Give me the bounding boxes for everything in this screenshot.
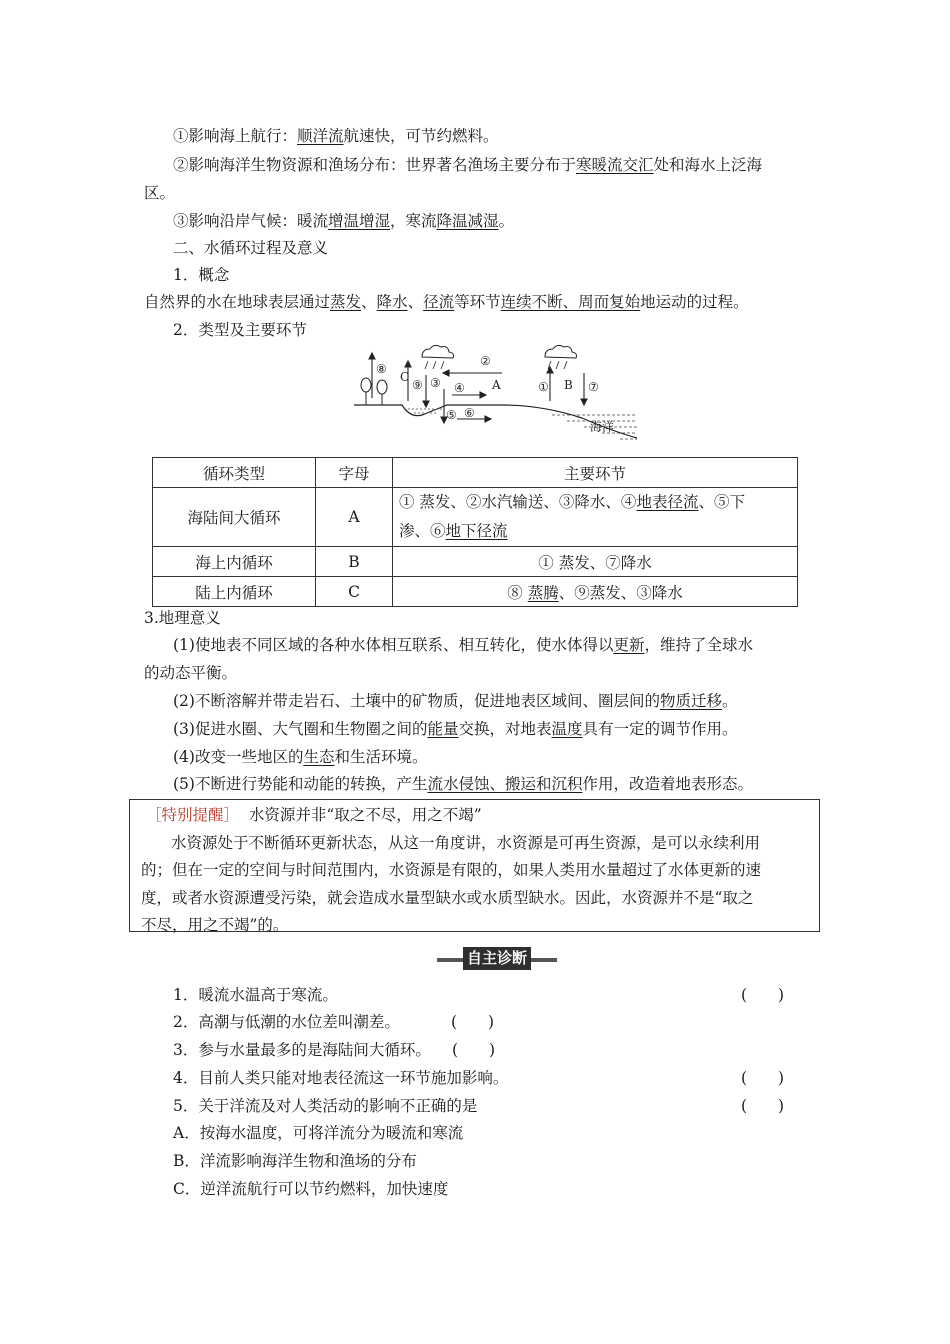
- question-1: 1．暖流水温高于寒流。: [173, 986, 338, 1004]
- impact-fishery: [173, 153, 762, 175]
- cell-letter: A: [316, 488, 393, 547]
- option-c[interactable]: C．逆洋流航行可以节约燃料，加快速度: [173, 1180, 449, 1198]
- answer-underline: 降水: [376, 293, 408, 311]
- answer-underline: 径流: [423, 293, 455, 311]
- cell-type: 海陆间大循环: [153, 488, 316, 547]
- answer-underline: 地表径流: [636, 493, 699, 511]
- reminder-line: 的；但在一定的空间与时间范围内，水资源是有限的，如果人类用水量超过了水体更新的速: [141, 861, 762, 879]
- text: (1)使地表不同区域的各种水体相互联系、相互转化，使水体得以: [173, 636, 614, 654]
- answer-underline: 物质迁移: [659, 692, 722, 710]
- cell-type: 陆上内循环: [153, 577, 316, 607]
- table-row: [153, 577, 798, 607]
- flow-arrows: [369, 353, 587, 423]
- reminder-line: 不尽，用之不竭”的。: [141, 916, 289, 934]
- significance-5: [173, 772, 753, 794]
- text: ，维持了全球水: [644, 636, 753, 654]
- header-letter: 字母: [316, 458, 393, 488]
- significance-3: [173, 717, 738, 739]
- reminder-title: [146, 803, 482, 825]
- table-row: [153, 547, 798, 577]
- text: ②影响海洋生物资源和渔场分布：世界著名渔场主要分布于: [173, 156, 577, 174]
- answer-underline: 连续不断、周而复始: [500, 293, 641, 311]
- table-header-row: [153, 458, 798, 488]
- text: 等环节: [454, 293, 501, 311]
- header-bar-left: [437, 958, 463, 962]
- impact-navigation: [173, 124, 499, 146]
- text: ③影响沿岸气候：暖流: [173, 212, 329, 230]
- self-diagnosis-title: 自主诊断: [463, 947, 531, 970]
- label-2: ②: [480, 354, 491, 368]
- water-cycle-diagram: [352, 343, 642, 448]
- text: (4)改变一些地区的: [173, 748, 304, 766]
- text: 渗、⑥: [399, 522, 446, 540]
- significance-4: [173, 745, 428, 767]
- reminder-line: 度，或者水资源遭受污染，就会造成水量型缺水或水质型缺水。因此，水资源并不是“取之: [141, 889, 754, 907]
- label-7: ⑦: [588, 380, 599, 394]
- lake-water: [408, 409, 444, 413]
- types-heading: 2．类型及主要环节: [173, 321, 307, 339]
- text: 具有一定的调节作用。: [582, 720, 738, 738]
- label-1: ①: [538, 380, 549, 394]
- text: 水资源并非“取之不尽，用之不竭”: [248, 806, 482, 824]
- impact-fishery-cont: 区。: [144, 184, 176, 202]
- label-9: ⑨: [412, 378, 423, 392]
- text: (5)不断进行势能和动能的转换，产生: [173, 775, 428, 793]
- reminder-tag: ［特别提醒］: [146, 806, 240, 824]
- concept-heading: 1．概念: [173, 266, 230, 284]
- text: 。: [721, 692, 738, 710]
- label-4: ④: [454, 381, 465, 395]
- text: ，寒流: [390, 212, 437, 230]
- cell-type: 海上内循环: [153, 547, 316, 577]
- text: ⑧: [507, 583, 528, 602]
- text: 和生活环境。: [334, 748, 428, 766]
- text: 。: [498, 212, 515, 230]
- answer-underline: 温度: [551, 720, 583, 738]
- label-5: ⑤: [446, 408, 457, 422]
- cell-letter: B: [316, 547, 393, 577]
- cloud-icon: [422, 345, 577, 358]
- label-8: ⑧: [376, 362, 387, 376]
- question-2: 2．高潮与低潮的水位差叫潮差。: [173, 1013, 400, 1031]
- cell-env: [393, 577, 798, 607]
- option-a[interactable]: A．按海水温度，可将洋流分为暖流和寒流: [173, 1124, 464, 1142]
- text: 、: [407, 293, 424, 311]
- header-env: 主要环节: [393, 458, 798, 488]
- question-5: 5．关于洋流及对人类活动的影响不正确的是: [173, 1097, 478, 1115]
- answer-underline: 降温减湿: [436, 212, 499, 230]
- text: 处和海水上泛海: [653, 156, 763, 174]
- text: 、⑨蒸发、③降水: [558, 583, 683, 602]
- label-3: ③: [430, 376, 441, 390]
- header-type: 循环类型: [153, 458, 316, 488]
- text: 地运动的过程。: [640, 293, 749, 311]
- answer-underline: 生态: [303, 748, 335, 766]
- concept-text: [144, 290, 749, 312]
- text: (3)促进水圈、大气圈和生物圈之间的: [173, 720, 428, 738]
- significance-1-cont: 的动态平衡。: [144, 664, 238, 682]
- label-6: ⑥: [464, 406, 475, 420]
- answer-underline: 增温增湿: [328, 212, 391, 230]
- option-b[interactable]: B．洋流影响海洋生物和渔场的分布: [173, 1152, 417, 1170]
- text: 、: [361, 293, 377, 311]
- answer-underline: 寒暖流交汇: [576, 156, 654, 174]
- text: 、⑤下: [698, 493, 745, 511]
- label-ocean: 海洋: [590, 420, 615, 434]
- significance-2: [173, 689, 738, 711]
- answer-underline: 蒸发: [330, 293, 362, 311]
- significance-1: [173, 633, 753, 655]
- cell-env: [393, 488, 798, 547]
- significance-heading: 3.地理意义: [144, 609, 221, 627]
- label-b: B: [564, 378, 573, 392]
- text: 作用，改造着地表形态。: [582, 775, 753, 793]
- text: (2)不断溶解并带走岩石、土壤中的矿物质，促进地表区域间、圈层间的: [173, 692, 660, 710]
- label-c: C: [400, 370, 410, 384]
- answer-blank[interactable]: ( ): [741, 986, 785, 1004]
- table-row: [153, 488, 798, 547]
- reminder-line: 水资源处于不断循环更新状态，从这一角度讲，水资源是可再生资源，是可以永续利用: [171, 834, 761, 852]
- header-bar-right: [531, 958, 557, 962]
- answer-blank[interactable]: ( ): [451, 1013, 495, 1031]
- text: ① 蒸发、②水汽输送、③降水、④: [399, 493, 637, 511]
- cell-env: ① 蒸发、⑦降水: [393, 547, 798, 577]
- question-3: 3．参与水量最多的是海陆间大循环。: [173, 1041, 431, 1059]
- answer-underline: 更新: [613, 636, 645, 654]
- self-diagnosis-header: [437, 947, 557, 971]
- text: 交换，对地表: [458, 720, 552, 738]
- cycle-table: [152, 457, 798, 607]
- rain-icon: [425, 361, 567, 369]
- answer-underline: 能量: [427, 720, 459, 738]
- cell-letter: C: [316, 577, 393, 607]
- answer-underline: 顺洋流: [297, 127, 344, 145]
- answer-underline: 地下径流: [445, 522, 508, 540]
- question-4: 4．目前人类只能对地表径流这一环节施加影响。: [173, 1069, 509, 1087]
- label-a: A: [492, 378, 501, 392]
- tree-icon: [361, 378, 387, 405]
- text: ①影响海上航行：: [173, 127, 298, 145]
- answer-blank[interactable]: ( ): [741, 1069, 785, 1087]
- text: 航速快，可节约燃料。: [343, 127, 499, 145]
- answer-underline: 蒸腾: [527, 583, 559, 602]
- answer-blank[interactable]: ( ): [741, 1097, 785, 1115]
- section-title: 二、水循环过程及意义: [173, 239, 329, 257]
- answer-blank[interactable]: ( ): [452, 1041, 496, 1059]
- impact-climate: [173, 209, 514, 231]
- answer-underline: 流水侵蚀、搬运和沉积: [427, 775, 583, 793]
- text: 自然界的水在地球表层通过: [144, 293, 331, 311]
